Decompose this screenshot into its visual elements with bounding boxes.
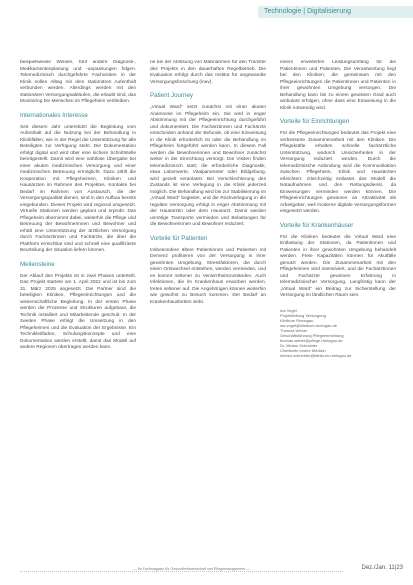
contact-line: Chefärztin Innere Medizin [280, 347, 326, 353]
heading-patient-benefits: Vorteile für Patienten [150, 234, 208, 242]
contact-email-link[interactable]: miriam.schneider@klinikum-rheingau.de [280, 352, 352, 358]
heading-facility-benefits: Vorteile für Einrichtungen [280, 118, 350, 125]
column-right [280, 60, 396, 570]
intro-paragraph: beispielsweise Wissen, fünf andere Diagnosti-, Medikamentenplanung und -anpassungen folgen. Telemedizinisch durchgeführte Fachvisiten in der Klinik sollen Alltag mit dem stationären Aufenthalt verbunden werden. Allerdings werden mit den stationären Versorgungsabläufen, die erlaubt sind, das Monitoring bei Menschen im Pflegeheim verbleiben. [20, 60, 136, 104]
contact-block [280, 308, 396, 358]
contact-line: Dr. Miriam Schneider [280, 342, 318, 348]
contact-email-link[interactable]: ina.vogel@klinikum-rheingau.de [280, 322, 337, 328]
column-left [20, 60, 136, 505]
paragraph-international-interest: Seit diesem Jahr unterstützt die Begleitung vom Aufenthalt auf die Nutzung bei der Behandlung in Klinikfällen, wie in der Regel die Unterstützung für alle Beteiligten zur Verfügung steht. Die Dokumentation erfolgt digital und wird über eine sichere Schnittstelle bereitgestellt. Damit wird eine nahtlose Übergabe bei einer akuten medizinischen Versorgung und einer medizinischen Betreuung ermöglicht. Dazu zählt die Kooperation mit Pflegeheimen, Kliniken und Hausärzten im Rahmen des Projektes. Kontakte bei Bedarf im Rahmen von Austausch, die der Versorgungsqualität dienen, sind in den Aufbau bereits eingebunden. Dieses Projekt wird regional umgesetzt. Virtuelle Stationen werden geplant und erprobt. Das Pflegeheim übernimmt dabei, weiterhin die Pflege und Betreuung der Bewohnerinnen und Bewohner und erhält eine Unterstützung der ärztlichen Versorgung durch Fachärztinnen und Fachärzte, die über die Plattform erreichbar sind und schnell eine qualifizierte Beurteilung der Situation liefern können. [20, 124, 136, 253]
contact-line: Thomas Weber [280, 327, 308, 333]
contact-line: Projektleitung Versorgung [280, 312, 326, 318]
contact-line: Ina Vogel [280, 307, 297, 313]
paragraph-patient-journey: „Virtual Ward“ setzt zunächst mit einer akuten Anamnese im Pflegeheim ein. Sie wird in enger Abstimmung mit der Pflegeeinrichtung durchgeführt und dokumentiert. Die Fachärztinnen und Fachärzte entscheiden anhand der Befunde, ob eine Einweisung in die Klinik erforderlich ist oder die Behandlung im Pflegeheim fortgeführt werden kann. In diesem Fall werden die Bewohnerinnen und Bewohner zunächst weiter in der Einrichtung versorgt. Die Visiten finden telemedizinisch statt; die erforderliche Diagnostik, etwa Laborwerte, Vitalparameter oder Bildgebung, wird gezielt veranlasst. Bei Verschlechterung des Zustands ist eine Verlegung in die Klinik jederzeit möglich. Die Behandlung wird bis zur Stabilisierung im „Virtual Ward“ begleitet, und die Rückverlegung in die reguläre Versorgung erfolgt in enger Abstimmung mit der Hausärztin oder dem Hausarzt. Damit werden unnötige Transporte vermieden und Belastungen für die Bewohnerinnen und Bewohner reduziert. [150, 105, 266, 227]
column-middle [150, 60, 266, 570]
paragraph-milestones: Der Ablauf des Projekts ist in zwei Phasen unterteilt. Das Projekt startete am 1. April 2022 und ist bis zum 31. März 2025 angesetzt. Die Partner sind die beteiligten Kliniken, Pflegeeinrichtungen und die wissenschaftliche Begleitung. In der ersten Phase werden die Prozesse und Strukturen aufgebaut, die Technik installiert und Mitarbeitende geschult. In der zweiten Phase erfolgt die Umsetzung in den Pflegeheimen und die Evaluation der Ergebnisse. Ein Technikleitfaden, Schulungskonzepte und eine Dokumentation werden erstellt, damit das Modell auf andere Regionen übertragen werden kann. [20, 273, 136, 350]
heading-milestones: Meilensteine [20, 260, 55, 268]
contact-line: Geschäftsführung Pflegeeinrichtung [280, 332, 344, 338]
section-tag: Technologie | Digitalisierung [258, 6, 413, 18]
paragraph-facility-benefits: Für die Pflegeeinrichtungen bedeutet das Projekt eine verbesserte Zusammenarbeit mit den Kliniken. Die Pflegekräfte erhalten schnelle fachärztliche Unterstützung, wodurch Unsicherheiten in der Versorgung reduziert werden. Durch die telemedizinische Anbindung wird die Kommunikation zwischen Pflegeheim, Klinik und Hausärzten erleichtert. Gleichzeitig entlastet das Modell die Notaufnahmen und den Rettungsdienst, da Einweisungen vermieden werden können. Die Pflegeeinrichtungen gewinnen an Attraktivität als Arbeitgeber, weil moderne digitale Versorgungsformen eingesetzt werden. [280, 131, 396, 214]
heading-international-interest: Internationales Interesse [20, 111, 88, 119]
footer-divider [20, 571, 343, 572]
paragraph-patient-benefits: Insbesondere ältere Patientinnen und Patienten mit Demenz profitieren von der Versorgung in ihrer gewohnten Umgebung. Stressfaktoren, die durch einen Ortswechsel entstehen, werden vermieden, und es kommt seltener zu Verwirrtheitszuständen. Auch Infektionen, die im Krankenhaus erworben werden, treten seltener auf. Die Angehörigen können weiterhin wie gewohnt zu Besuch kommen. Der Bedarf an Krankenhausbetten sinkt. [150, 247, 266, 305]
footer-text: — Ihr Fachmagazin für Gesundheitswirtschaft und Pflegemanagement — [130, 567, 253, 571]
page-number: Dez./Jan. 11|23 [361, 565, 403, 571]
evaluation-paragraph: ne bei der Ablösung von Maßnahmen für den Transfer des Projekts in den dauerhaften Regelbetrieb. Die Evaluation erfolgt durch das Institut für angewandte Versorgungsforschung (inav). [150, 60, 266, 85]
heading-hospital-benefits: Vorteile für Krankenhäuser [280, 221, 354, 229]
page-footer [0, 567, 413, 579]
scope-paragraph: einem erweiterten Leistungsumfang für die Patientinnen und Patienten. Die Verantwortung liegt bei den Kliniken, die gemeinsam mit den Pflegeeinrichtungen die Patientinnen und Patienten in ihrer gewohnten Umgebung versorgen. Die Behandlung kann bis zu einem gewissen Grad auch ambulant erfolgen, ohne dass eine Einweisung in die Klinik notwendig wird. [280, 60, 396, 111]
contact-email-link[interactable]: thomas.weber@pflege-rheingau.de [280, 337, 343, 343]
paragraph-hospital-benefits: Für die Kliniken bedeutet die Virtual Ward eine Entlastung der Stationen, da Patientinnen und Patienten in ihrer gewohnten Umgebung behandelt werden. Freie Kapazitäten können für Akutfälle genutzt werden. Die Zusammenarbeit mit den Pflegeheimen wird intensiviert, und die Fachärztinnen und Fachärzte gewinnen Erfahrung in telemedizinischer Versorgung. Langfristig kann der „Virtual Ward“ ein Beitrag zur Sicherstellung der Versorgung im ländlichen Raum sein. [280, 234, 396, 298]
heading-patient-journey: Patient Journey [150, 92, 193, 99]
contact-line: Klinikum Rheingau [280, 317, 314, 323]
